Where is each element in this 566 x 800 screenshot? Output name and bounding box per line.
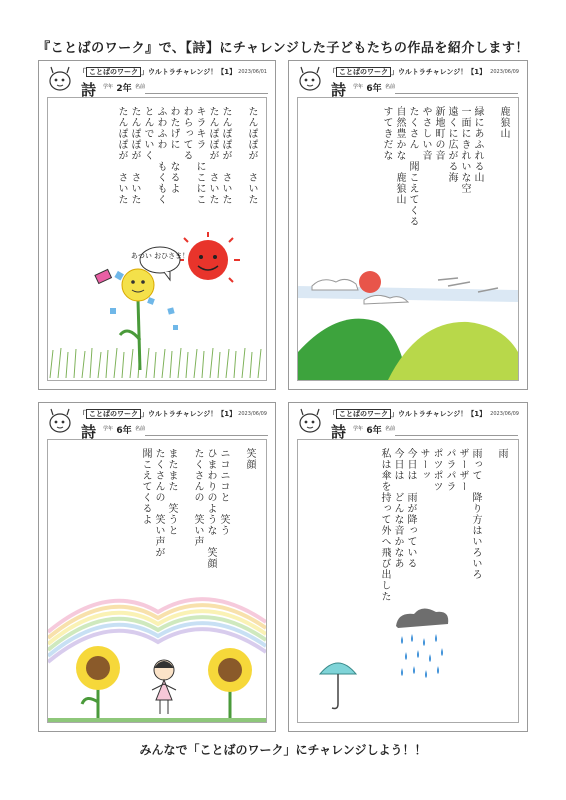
poem-text: たんぽぽが さいた たんぽぽが さいた たんぽぽが さいた キラキラ にこにこ わらってる わたげに なるよ ふわふわ もくもく とんでいく たんぽぽが さいた たんぽぽが さいた	[116, 106, 257, 205]
card-header	[289, 61, 527, 97]
poem-sheet	[47, 97, 267, 381]
poem-text: 鹿狼山 緑にあふれる山 一面にきれいな空 遠くに広がる海 新地町の音 やさしい音 たくさん 聞こえてくる 自然豊かな 鹿狼山 すてきだな	[381, 106, 509, 227]
grade-name-row: 学年 2年 名前	[103, 81, 268, 94]
poem-card-1	[38, 60, 276, 390]
card-header	[39, 61, 275, 97]
page-footer: みんなで「ことばのワーク」にチャレンジしよう！！	[139, 743, 427, 757]
poem-sheet	[47, 439, 267, 723]
dandelion-drawing	[48, 230, 266, 380]
poem-label: 詩	[81, 423, 97, 441]
date: 2023/06/09	[490, 411, 519, 417]
poem-label: 詩	[81, 81, 97, 99]
card-header	[289, 403, 527, 439]
grade-name-row: 学年 6年 名前	[353, 81, 518, 94]
date: 2023/06/09	[238, 411, 267, 417]
poem-text: 雨 雨って 降り方はいろいろ ザーザー パラパラ ポツポツ サーッ 今日は 雨が降っている 今日は どんな音かなあ 私は傘を持って外へ飛び出した	[379, 448, 507, 602]
poem-sheet	[297, 439, 519, 723]
brand-title: 「 ことばのワーク 」ウルトラチャレンジ！【1】	[79, 410, 237, 418]
mountain-drawing	[298, 252, 518, 380]
page-headline: 『ことばのワーク』で、【詩】にチャレンジした子どもたちの作品を紹介します！	[37, 41, 529, 56]
grade: 6年	[366, 426, 382, 436]
mascot-icon	[295, 65, 325, 93]
speech-bubble-text: あつい おひさま！	[130, 252, 190, 260]
grade-name-row: 学年 6年 名前	[353, 423, 518, 436]
poem-label: 詩	[331, 423, 347, 441]
mascot-icon	[45, 407, 75, 435]
rain-drawing	[298, 604, 518, 722]
grade-name-row: 学年 6年 名前	[103, 423, 268, 436]
poem-label: 詩	[331, 81, 347, 99]
poem-card-4	[288, 402, 528, 732]
brand-title: 「 ことばのワーク 」ウルトラチャレンジ！【1】	[329, 410, 487, 418]
date: 2023/06/01	[238, 69, 267, 75]
grade: 2年	[116, 84, 132, 94]
grade: 6年	[116, 426, 132, 436]
date: 2023/06/09	[490, 69, 519, 75]
brand-title: 「 ことばのワーク 」ウルトラチャレンジ！【1】	[329, 68, 487, 76]
grade: 6年	[366, 84, 382, 94]
mascot-icon	[295, 407, 325, 435]
card-header	[39, 403, 275, 439]
mascot-icon	[45, 65, 75, 93]
brand-title: 「 ことばのワーク 」ウルトラチャレンジ！【1】	[79, 68, 237, 76]
sunflower-drawing	[48, 582, 266, 722]
poem-text: 笑顔 ニコニコと 笑う ひまわりのような 笑顔 たくさんの 笑い声 またまた 笑うと たくさんの 笑い声が 聞こえてくるよ	[140, 448, 255, 569]
poem-sheet	[297, 97, 519, 381]
poem-card-3	[38, 402, 276, 732]
poem-card-2	[288, 60, 528, 390]
